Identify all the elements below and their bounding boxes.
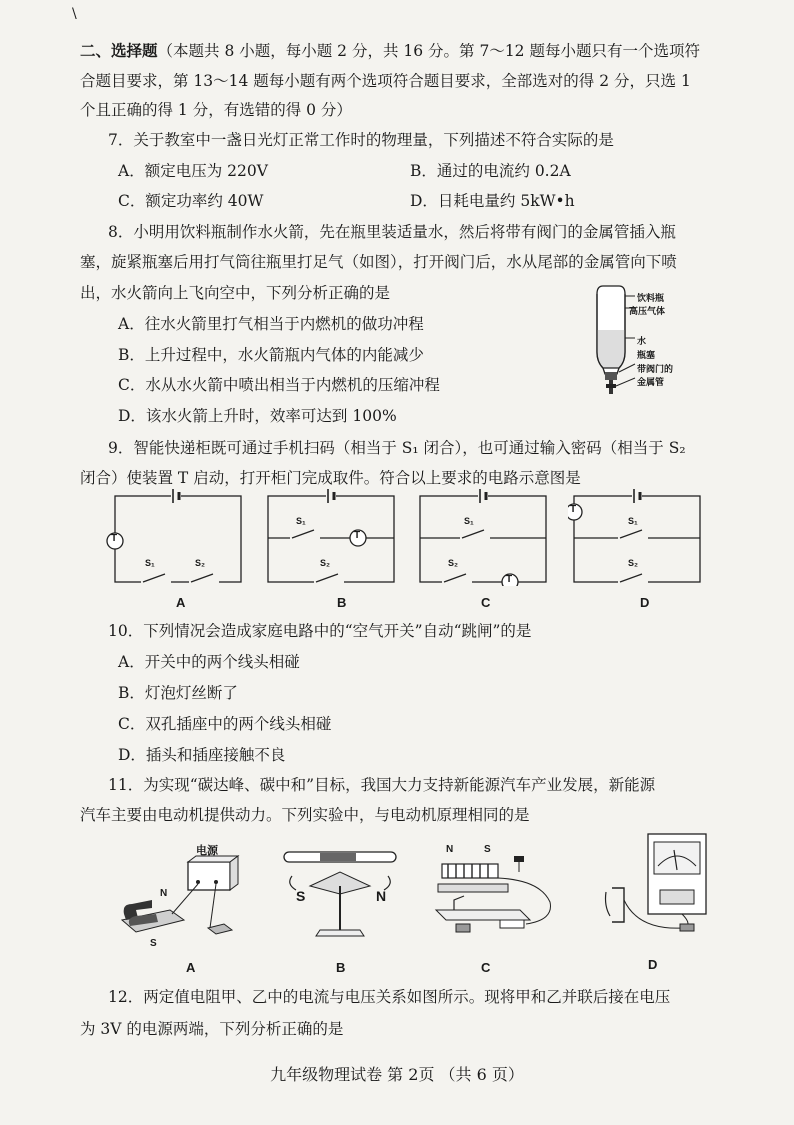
label-water: 水	[637, 337, 647, 347]
circuit-c-t: T	[506, 574, 513, 585]
experiment-a	[112, 842, 252, 952]
circuit-b-t: T	[354, 530, 361, 541]
q9-stem-2: 闭合）使装置 T 启动，打开柜门完成取件。符合以上要求的电路示意图是	[80, 469, 581, 487]
circuit-d	[568, 486, 708, 596]
experiment-c	[430, 840, 570, 950]
q7-stem: 7．关于教室中一盏日光灯正常工作时的物理量，下列描述不符合实际的是	[108, 131, 614, 149]
section-intro-3: 个且正确的得 1 分，有选错的得 0 分）	[80, 101, 352, 119]
q8-option-a: A．往水火箭里打气相当于内燃机的做功冲程	[118, 315, 424, 333]
scan-mark: \	[72, 6, 77, 22]
circuit-b-s2: S₂	[320, 558, 331, 568]
page-footer: 九年级物理试卷 第 2页 （共 6 页）	[270, 1065, 524, 1084]
circuit-a-t: T	[111, 533, 118, 544]
q8-stem-1: 8．小明用饮料瓶制作水火箭，先在瓶里装适量水，然后将带有阀门的金属管插入瓶	[108, 223, 676, 241]
exp-a-n: N	[160, 888, 168, 899]
experiment-a-label: A	[186, 960, 196, 975]
circuit-a-s2: S₂	[195, 558, 206, 568]
circuit-d-s1: S₁	[628, 516, 638, 526]
circuit-c-label: C	[481, 595, 491, 610]
q7-option-a: A．额定电压为 220V	[118, 162, 268, 180]
exp-b-n: N	[376, 888, 387, 904]
circuit-b	[262, 486, 402, 596]
section-intro-line-1	[80, 40, 700, 62]
q10-option-d: D．插头和插座接触不良	[118, 746, 286, 764]
circuit-c	[414, 486, 554, 596]
label-bottle: 饮料瓶	[637, 294, 665, 304]
q7-option-c: C．额定功率约 40W	[118, 192, 264, 210]
q12-stem-1: 12．两定值电阻甲、乙中的电流与电压关系如图所示。现将甲和乙并联后接在电压	[108, 988, 671, 1006]
circuit-a-label: A	[176, 595, 186, 610]
q8-option-d: D．该水火箭上升时，效率可达到 100%	[118, 407, 397, 425]
q8-stem-2: 塞，旋紧瓶塞后用打气筒往瓶里打足气（如图），打开阀门后，水从尾部的金属管向下喷	[80, 253, 677, 271]
q7-option-d: D．日耗电量约 5kW•h	[410, 192, 575, 210]
experiment-b-label: B	[336, 960, 346, 975]
q7-option-b: B．通过的电流约 0.2A	[410, 162, 571, 180]
circuit-d-label: D	[640, 595, 650, 610]
circuit-b-s1: S₁	[296, 516, 306, 526]
circuit-d-s2: S₂	[628, 558, 639, 568]
q11-stem-1: 11．为实现“碳达峰、碳中和”目标，我国大力支持新能源汽车产业发展，新能源	[108, 776, 656, 794]
experiment-d	[598, 830, 718, 950]
q10-stem: 10．下列情况会造成家庭电路中的“空气开关”自动“跳闸”的是	[108, 622, 532, 640]
water-rocket-figure	[585, 282, 695, 402]
circuit-a-s1: S₁	[145, 558, 155, 568]
label-gas: 高压气体	[629, 307, 666, 317]
label-valve: 带阀门的	[637, 365, 674, 375]
q11-stem-2: 汽车主要由电动机提供动力。下列实验中，与电动机原理相同的是	[80, 806, 530, 824]
q8-option-b: B．上升过程中，水火箭瓶内气体的内能减少	[118, 346, 424, 364]
label-metal-tube: 金属管	[637, 378, 665, 388]
section-intro-2: 合题目要求，第 13～14 题每小题有两个选项符合题目要求，全部选对的得 2 分，只选 1	[80, 72, 691, 90]
label-stopper: 瓶塞	[637, 351, 656, 361]
circuit-c-s1: S₁	[464, 516, 474, 526]
exp-b-s: S	[296, 888, 306, 904]
exp-a-s: S	[150, 938, 157, 949]
q8-option-c: C．水从水火箭中喷出相当于内燃机的压缩冲程	[118, 376, 440, 394]
section-intro-1: （本题共 8 小题，每小题 2 分，共 16 分。第 7～12 题每小题只有一个选项符	[157, 42, 700, 60]
experiment-c-label: C	[481, 960, 491, 975]
experiment-d-label: D	[648, 957, 658, 972]
q10-option-b: B．灯泡灯丝断了	[118, 684, 238, 702]
section-heading: 二、选择题	[80, 42, 158, 60]
q12-stem-2: 为 3V 的电源两端，下列分析正确的是	[80, 1020, 344, 1038]
exp-c-s: S	[484, 844, 491, 855]
q8-stem-3: 出，水火箭向上飞向空中，下列分析正确的是	[80, 284, 391, 302]
circuit-a	[105, 486, 245, 596]
q9-stem-1: 9．智能快递柜既可通过手机扫码（相当于 S₁ 闭合），也可通过输入密码（相当于 S₂	[108, 439, 686, 457]
experiment-b	[276, 846, 406, 946]
exp-c-n: N	[446, 844, 454, 855]
circuit-c-s2: S₂	[448, 558, 459, 568]
circuit-d-t: T	[570, 504, 577, 515]
q10-option-a: A．开关中的两个线头相碰	[118, 653, 300, 671]
circuit-b-label: B	[337, 595, 347, 610]
q10-option-c: C．双孔插座中的两个线头相碰	[118, 715, 332, 733]
power-label: 电源	[196, 845, 218, 857]
